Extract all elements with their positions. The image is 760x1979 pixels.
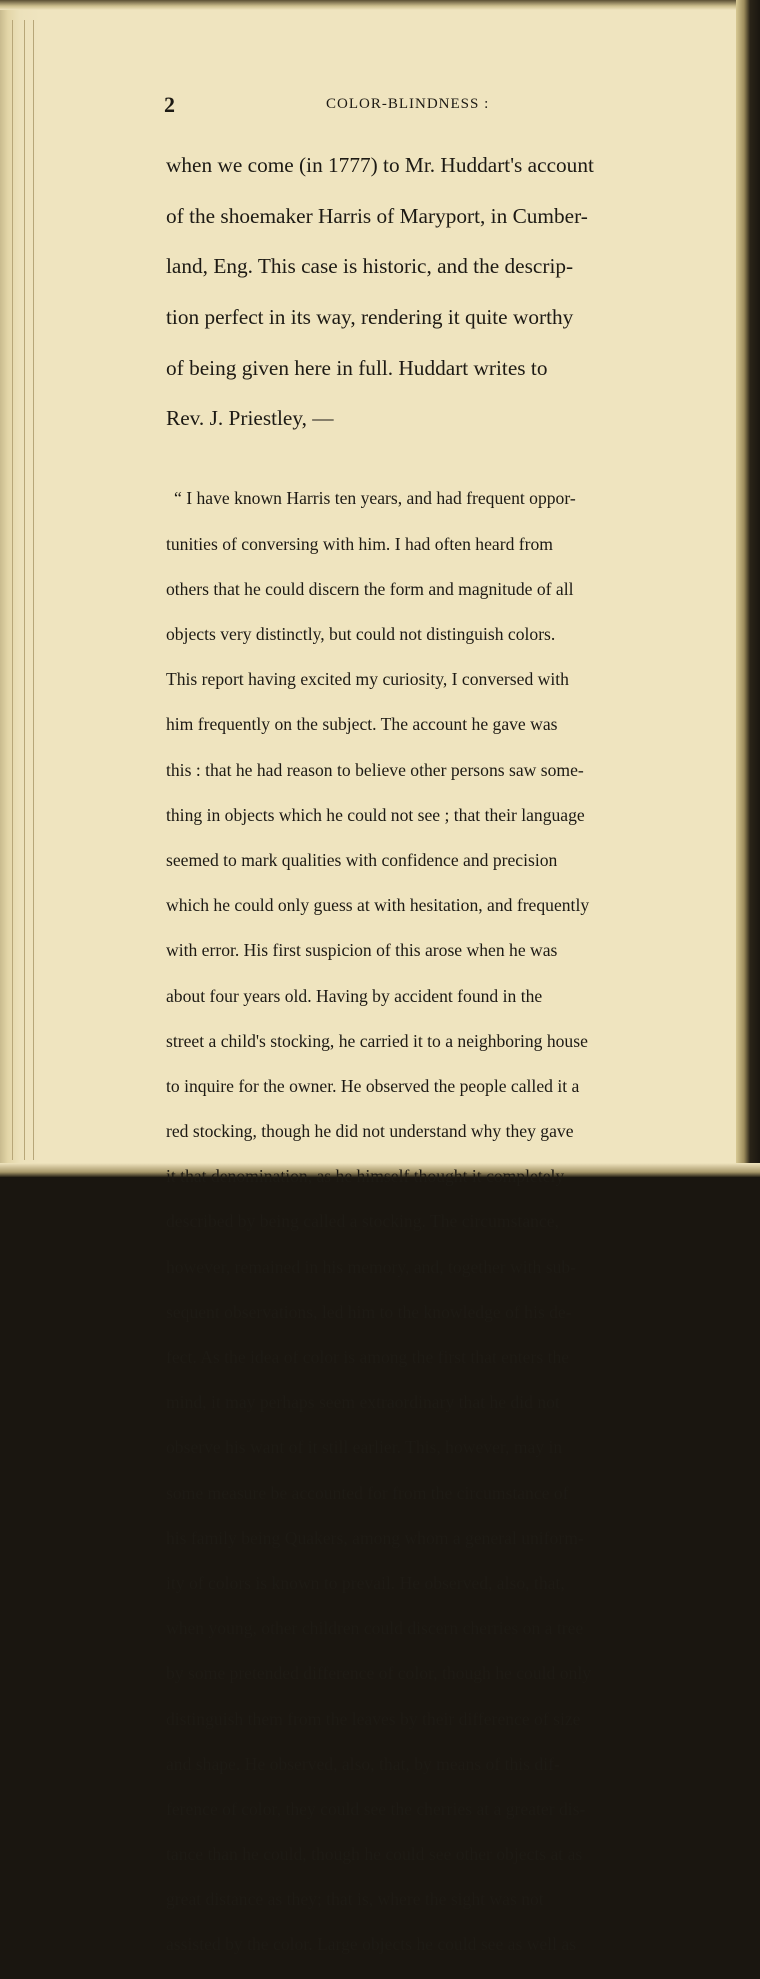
text-line: tion perfect in its way, rendering it quite worthy — [166, 305, 574, 330]
text-line: objects very distinctly, but could not distinguish colors. — [166, 624, 556, 645]
text-line: assisted by the color. Large objects he could see as well as — [166, 1934, 577, 1955]
text-line: ity of colors is known to prevail. He observed, also, that, — [166, 1572, 565, 1593]
text-line: him frequently on the subject. The account he gave was — [166, 714, 558, 735]
text-line: land, Eng. This case is historic, and the descrip- — [166, 254, 574, 279]
page-right-edge — [736, 0, 760, 1177]
gutter-rule — [33, 20, 34, 1160]
text-line: street a child's stocking, he carried it to a neighboring house — [166, 1030, 588, 1051]
gutter-rule — [12, 20, 13, 1160]
text-line: This report having excited my curiosity, I conversed with — [166, 669, 569, 690]
text-line: mind, it may perhaps seem extraordinary that he did not — [166, 1392, 560, 1413]
page-gutter — [0, 0, 40, 1177]
body-text — [166, 128, 674, 1979]
text-line: some measure be accounted for from the circumstance of — [166, 1482, 569, 1503]
text-line: which he could only guess at with hesitation, and frequently — [166, 895, 590, 916]
text-line: to inquire for the owner. He observed the people called it a — [166, 1075, 580, 1096]
text-line: tunities of conversing with him. I had often heard from — [166, 533, 553, 554]
text-line: great distance as they; that is, where the sight was not — [166, 1889, 544, 1910]
gutter-rule — [24, 20, 25, 1160]
intro-paragraph — [166, 128, 674, 457]
text-line: this : that he had reason to believe other persons saw some- — [166, 759, 584, 780]
text-line: distinguish them from the leaves by their difference of size — [166, 1708, 581, 1729]
text-line: red stocking, though he did not understand why they gave — [166, 1121, 574, 1142]
page-number: 2 — [164, 92, 175, 117]
page-header — [150, 92, 710, 118]
text-line: observe his want of it still earlier. This, however, may in — [166, 1437, 563, 1458]
text-line: others that he could discern the form and magnitude of all — [166, 578, 574, 599]
text-line: thing in objects which he could not see ; that their language — [166, 804, 585, 825]
text-line: of being given here in full. Huddart writes to — [166, 355, 548, 380]
text-line: his family being Quakers, among whom a general uniform- — [166, 1527, 584, 1548]
text-line: described by being called a stocking. The circumstance, — [166, 1211, 559, 1232]
page-top-edge — [0, 0, 760, 10]
running-title: COLOR-BLINDNESS : — [326, 96, 490, 112]
text-line: and shape. He observed, also, that, by means of this dif- — [166, 1753, 560, 1774]
text-line: fect. As the idea of color is among the first that enters the — [166, 1347, 570, 1368]
text-line: Rev. J. Priestley, — — [166, 406, 334, 431]
text-line: of the shoemaker Harris of Maryport, in Cumber- — [166, 203, 588, 228]
text-line: ference of color, they could see the cherries at a greater dis- — [166, 1798, 586, 1819]
quoted-letter — [166, 465, 674, 1979]
text-line: when we come (in 1777) to Mr. Huddart's account — [166, 153, 594, 178]
text-line: about four years old. Having by accident found in the — [166, 985, 543, 1006]
text-line: it that denomination, as he himself thought it completely — [166, 1166, 565, 1187]
text-line: sequent observations, led him to the knowledge of his de- — [166, 1301, 572, 1322]
text-line: however, remained in his memory, and, together with sub- — [166, 1256, 577, 1277]
text-line: when young, other children could discern cherries on a tree — [166, 1618, 584, 1639]
text-line: tance than he could, though he could see other objects at as — [166, 1844, 583, 1865]
text-line: by some pretended difference of color, though he could only — [166, 1663, 591, 1684]
text-line: “ I have known Harris ten years, and had frequent oppor- — [174, 488, 576, 509]
text-line: seemed to mark qualities with confidence and precision — [166, 849, 558, 870]
text-line: with error. His first suspicion of this arose when he was — [166, 940, 558, 961]
